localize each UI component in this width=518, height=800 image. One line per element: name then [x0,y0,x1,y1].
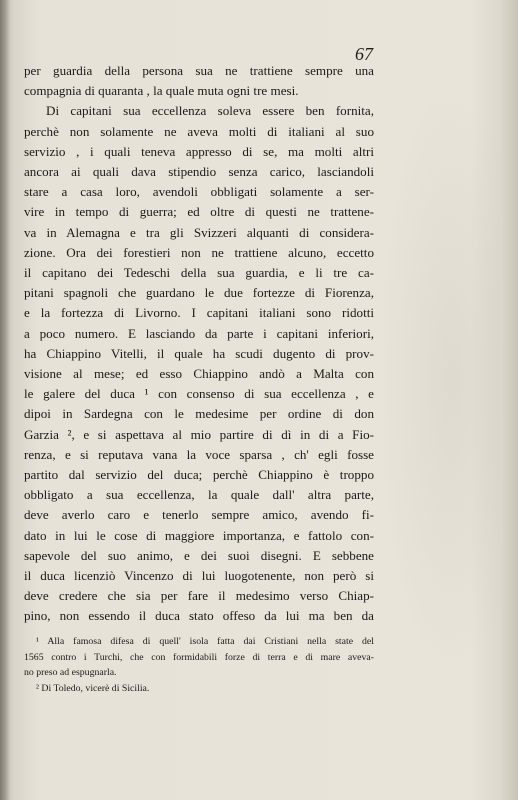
body-line: visione al mese; ed esso Chiappino andò a Malta con [24,366,374,382]
body-line: zione. Ora dei forestieri non ne trattiene alcuno, eccetto [24,244,374,260]
body-line: e la fortezza di Livorno. I capitani italiani sono ridotti [24,305,374,321]
spine-shadow [0,0,10,800]
body-line: le galere del duca ¹ con consenso di sua eccellenza , e [24,386,374,402]
body-line: deve averlo caro e tenerlo sempre amico, avendo fi- [24,507,374,523]
show-through-area [380,80,500,680]
footnote-line: no preso ad espugnarla. [24,667,117,678]
body-line: partito dal servizio del duca; perchè Chiappino è troppo [24,467,374,483]
body-line: per guardia della persona sua ne trattiene sempre una [24,63,374,78]
body-line: dipoi in Sardegna con le medesime per ordine di don [24,406,374,422]
footnote-line: ² Di Toledo, vicerè di Sicilia. [36,682,150,694]
body-line: a poco numero. E lasciando da parte i capitani inferiori, [24,325,374,341]
body-line: vire in tempo di guerra; ed oltre di questi ne trattene- [24,204,374,220]
footnote-line: ¹ Alla famosa difesa di quell' isola fatta dai Cristiani nella state del [36,636,374,647]
body-line: il capitano dei Tedeschi della sua guardia, e li tre ca- [24,265,374,281]
body-line: stare a casa loro, avendoli obbligati solamente a ser- [24,184,374,200]
body-line: servizio , i quali teneva appresso di se, ma molti altri [24,143,374,159]
body-line: Garzia ², e si aspettava al mio partire di dì in di a Fio- [24,426,374,442]
body-line: obbligato a sua eccellenza, la quale dall' altra parte, [24,487,374,503]
body-text [24,61,374,627]
body-line: compagnia di quaranta , la quale muta ogni tre mesi. [24,83,299,99]
body-line: dato in lui le cose di maggiore importanza, e fattolo con- [24,527,374,543]
body-line: il duca licenziò Vincenzo di lui luogotenente, non però si [24,568,374,584]
footnote-line: 1565 contro i Turchi, che con formidabili forze di terra e di mare aveva- [24,651,374,663]
footnotes [24,634,374,696]
page-number: 67 [355,44,373,64]
body-line: pino, non essendo il duca stato offeso da lui ma ben da [24,608,374,624]
body-line: pitani spagnoli che guardano le due fortezze di Fiorenza, [24,285,374,301]
body-line: ancora ai quali dava stipendio senza carico, lasciandoli [24,164,374,180]
body-line: sapevole del suo animo, e dei suoi disegni. E sebbene [24,547,374,563]
body-line: va in Alemagna e tra gli Svizzeri alquanti di considera- [24,224,374,240]
body-line: perchè non solamente ne aveva molti di italiani al suo [24,123,374,139]
body-line: Di capitani sua eccellenza soleva essere ben fornita, [46,103,374,119]
body-line: deve credere che sia per fare il medesimo verso Chiap- [24,588,374,604]
body-line: ha Chiappino Vitelli, il quale ha scudi dugento di prov- [24,345,374,361]
body-line: renza, e si reputava vana la voce sparsa , ch' egli fosse [24,446,374,462]
